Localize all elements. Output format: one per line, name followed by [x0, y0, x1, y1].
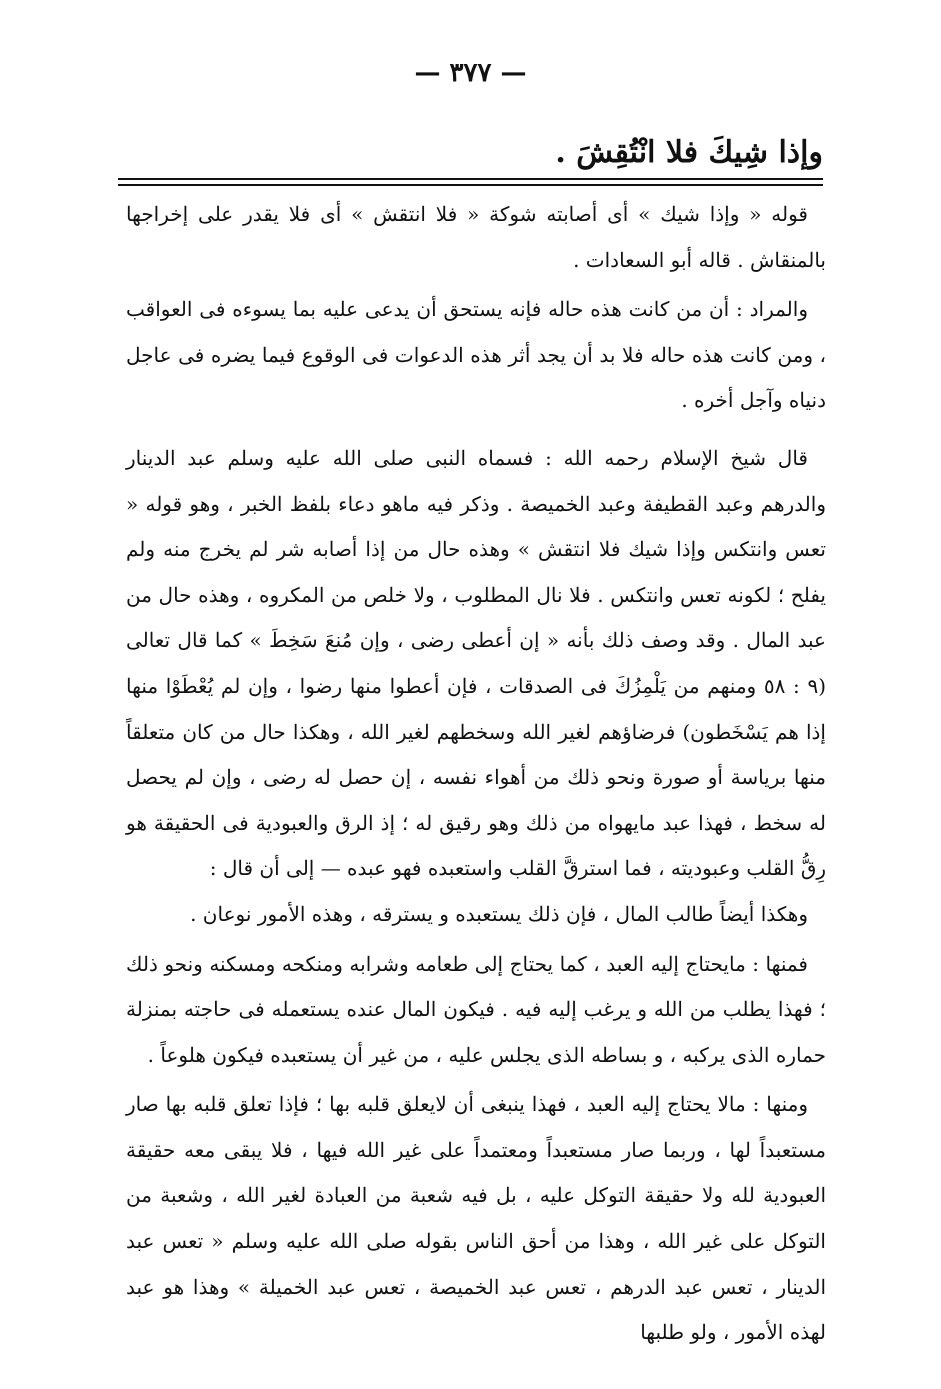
- divider-rule-bottom: [118, 184, 823, 186]
- paragraph-needed: فمنها : مايحتاج إليه العبد ، كما يحتاج إلى طعامه وشرابه ومنكحه ومسكنه ونحو ذلك ؛ فهذا يطلب من الله و يرغب إليه فيه . فيكون المال عنده يستعمله فى حاجته بمنزلة حماره الذى يركبه ، و بساطه الذى يجلس عليه ، من غير أن يستعبده فيكون هلوعاً .: [126, 951, 826, 1067]
- paragraph-ibn-taymiyya: قال شيخ الإسلام رحمه الله : فسماه النبى صلى الله عليه وسلم عبد الدينار والدرهم وعبد القطيفة وعبد الخميصة . وذكر فيه ماهو دعاء بلفظ الخبر ، وهو قوله « تعس وانتكس وإذا شيك فلا انتقش » وهذه حال من إذا أصابه شر لم يخرج منه ولم يفلح ؛ لكونه تعس وانتكس . فلا نال المطلوب ، ولا خلص من المكروه ، وهذه حال من عبد المال . وقد وصف ذلك بأنه « إن أعطى رضى ، وإن مُنعَ سَخِطَ » كما قال تعالى (٩ : ٥٨ ومنهم من يَلْمِزُكَ فى الصدقات ، فإن أعطوا منها رضوا ، وإن لم يُعْطَوْا منها إذا هم يَسْخَطون) فرضاؤهم لغير الله وسخطهم لغير الله ، وهكذا حال من كان متعلقاً منها برياسة أو صورة ونحو ذلك من أهواء نفسه ، إن حصل له رضى ، وإن لم يحصل له سخط ، فهذا عبد مايهواه من ذلك وهو رقيق له ؛ إذ الرق والعبودية فى الحقيقة هو رِقُّ القلب وعبوديته ، فما استرقَّ القلب واستعبده فهو عبده — إلى أن قال :: [126, 445, 826, 881]
- verse-line: وإذا شِيكَ فلا انْتُقِشَ .: [555, 135, 823, 170]
- body-text: [126, 192, 826, 1356]
- paragraph-gloss: قوله « وإذا شيك » أى أصابته شوكة « فلا انتقش » أى فلا يقدر على إخراجها بالمنقاش . قاله أبو السعادات .: [126, 202, 826, 272]
- paragraph-meaning: والمراد : أن من كانت هذه حاله فإنه يستحق أن يدعى عليه بما يسوءه فى العواقب ، ومن كانت هذه حاله فلا بد أن يجد أثر هذه الدعوات فى الوقوع فيما يضره فى عاجل دنياه وآجل أخره .: [126, 297, 826, 413]
- divider-rule-top: [118, 178, 823, 180]
- paragraph-not-needed: ومنها : مالا يحتاج إليه العبد ، فهذا ينبغى أن لايعلق قلبه بها ؛ فإذا تعلق قلبه بها صار مستعبداً لها ، وربما صار مستعبداً ومعتمداً على غير الله فيها ، فلا يبقى معه حقيقة العبودية لله ولا حقيقة التوكل عليه ، بل فيه شعبة من العبادة لغير الله ، وشعبة من التوكل على غير الله ، وهذا من أحق الناس بقوله صلى الله عليه وسلم « تعس عبد الدينار ، تعس عبد الدرهم ، تعس عبد الخميصة ، تعس عبد الخميلة » وهذا هو عبد لهذه الأمور ، ولو طلبها: [126, 1092, 826, 1345]
- page-number: — ٣٧٧ —: [414, 58, 527, 88]
- paragraph-wealth: وهكذا أيضاً طالب المال ، فإن ذلك يستعبده و يسترقه ، وهذه الأمور نوعان .: [190, 901, 808, 926]
